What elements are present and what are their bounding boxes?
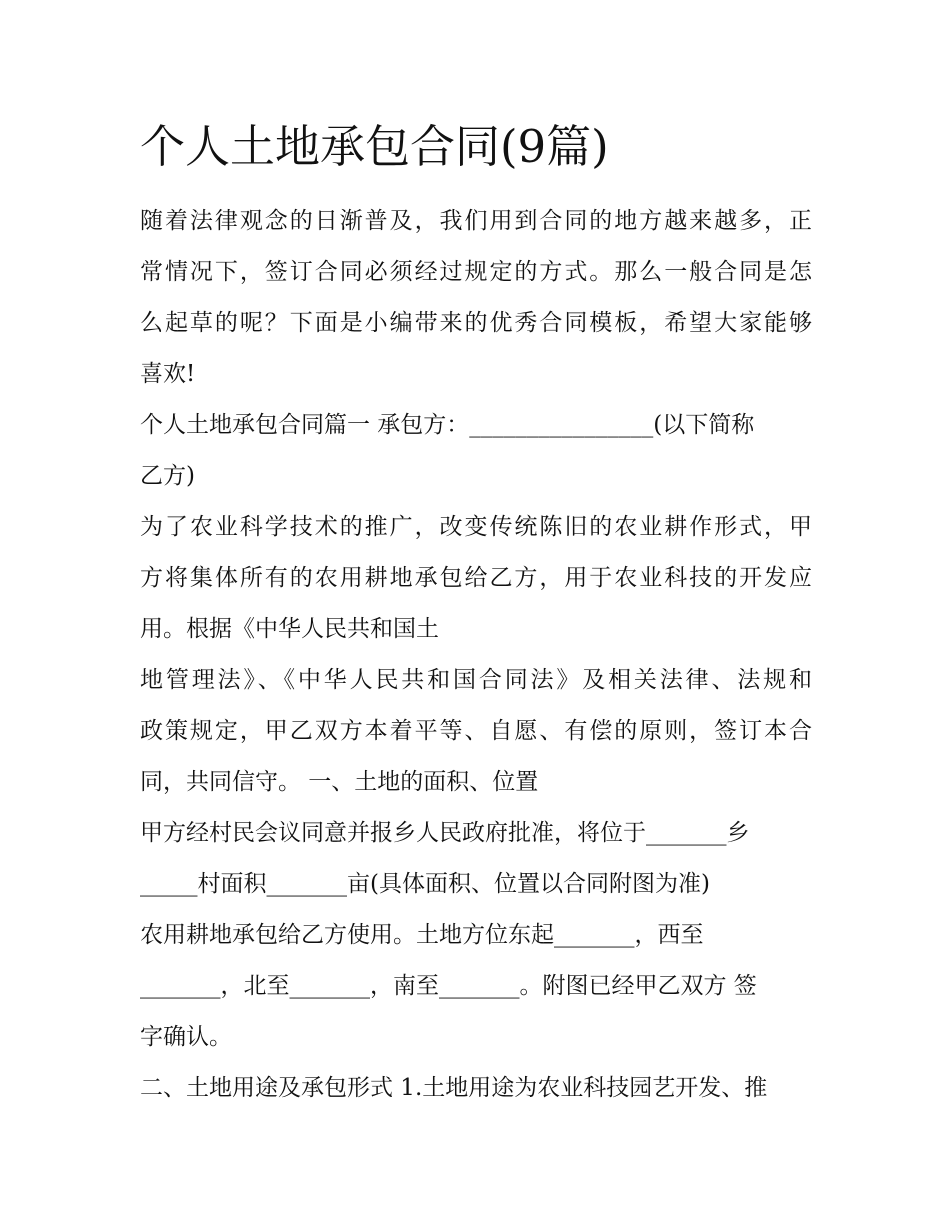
paragraph-line: 字确认。: [140, 1024, 232, 1050]
paragraph-line: 方将集体所有的农用耕地承包给乙方，用于农业科技的开发应: [140, 565, 812, 591]
paragraph-line: 农用耕地承包给乙方使用。土地方位东起_______，西至: [140, 922, 704, 948]
paragraph-line: 个人土地承包合同篇一 承包方：________________(以下简称: [140, 412, 755, 438]
paragraph-line: 同，共同信守。 一、土地的面积、位置: [140, 769, 539, 795]
paragraph-line: _______，北至_______，南至_______。附图已经甲乙双方 签: [140, 973, 757, 999]
paragraph-line: 常情况下，签订合同必须经过规定的方式。那么一般合同是怎: [140, 259, 812, 285]
paragraph-line: 二、土地用途及承包形式 1.土地用途为农业科技园艺开发、推: [140, 1075, 768, 1101]
paragraph-line: 甲方经村民会议同意并报乡人民政府批准，将位于_______乡: [140, 820, 750, 846]
paragraph-line: 为了农业科学技术的推广，改变传统陈旧的农业耕作形式，甲: [140, 514, 812, 540]
paragraph-line: 么起草的呢？下面是小编带来的优秀合同模板，希望大家能够: [140, 310, 812, 336]
document-title: 个人土地承包合同(9篇): [140, 120, 609, 173]
paragraph-line: 随着法律观念的日渐普及，我们用到合同的地方越来越多，正: [140, 208, 812, 234]
paragraph-line: 政策规定，甲乙双方本着平等、自愿、有偿的原则，签订本合: [140, 718, 812, 744]
document-body: [140, 196, 812, 1114]
paragraph-line: 地管理法》、《中华人民共和国合同法》及相关法律、法规和: [140, 667, 812, 693]
paragraph-line: 乙方): [140, 463, 195, 489]
paragraph-line: 喜欢!: [140, 361, 196, 387]
paragraph-line: _____村面积_______亩(具体面积、位置以合同附图为准): [140, 871, 710, 897]
paragraph-line: 用。根据《中华人民共和国土: [140, 616, 439, 642]
